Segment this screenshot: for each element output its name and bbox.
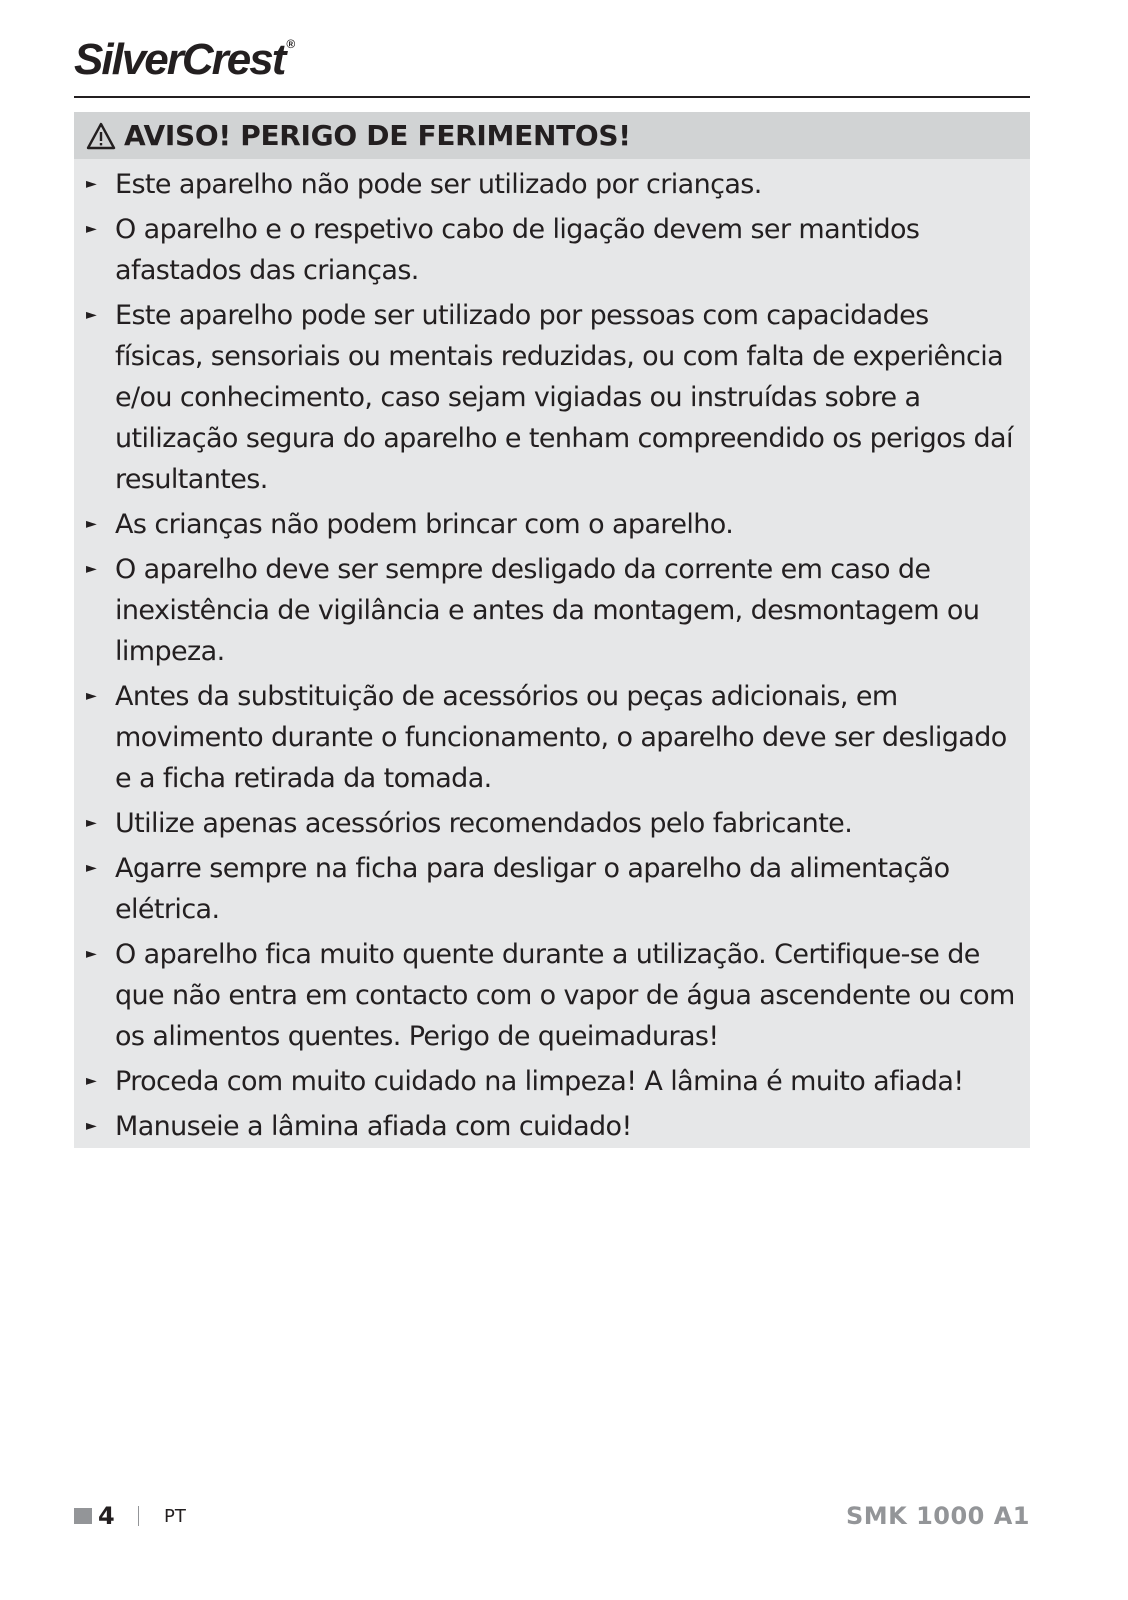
bullet-arrow-icon: ► xyxy=(86,176,97,192)
warning-item-text: Este aparelho pode ser utilizado por pessoas com capacidades físicas, sensoriais ou mentais reduzidas, ou com falta de experiência e/ou conhecimento, caso sejam vigiadas ou instruídas sobre a utilização segura do aparelho e tenham compreendido os perigos daí resultantes. xyxy=(115,300,1013,495)
bullet-arrow-icon: ► xyxy=(86,307,97,323)
warning-item xyxy=(74,1106,1020,1147)
warning-item-text: Proceda com muito cuidado na limpeza! A lâmina é muito afiada! xyxy=(115,1066,964,1097)
warning-item xyxy=(74,848,1020,930)
warning-item-text: Antes da substituição de acessórios ou peças adicionais, em movimento durante o funcionamento, o aparelho deve ser desligado e a ficha retirada da tomada. xyxy=(115,681,1007,794)
registered-mark: ® xyxy=(286,37,296,51)
warning-item xyxy=(74,803,1020,844)
warning-item xyxy=(74,504,1020,545)
warning-item xyxy=(74,164,1020,205)
warning-triangle-icon xyxy=(86,122,116,150)
warning-item-text: O aparelho e o respetivo cabo de ligação devem ser mantidos afastados das crianças. xyxy=(115,214,920,286)
bullet-arrow-icon: ► xyxy=(86,860,97,876)
warning-item-text: Utilize apenas acessórios recomendados pelo fabricante. xyxy=(115,808,853,839)
logo-text: SilverCrest xyxy=(74,35,285,84)
page-footer xyxy=(74,1500,1030,1532)
warning-item-text: O aparelho deve ser sempre desligado da corrente em caso de inexistência de vigilância e antes da montagem, desmontagem ou limpeza. xyxy=(115,554,980,667)
bullet-arrow-icon: ► xyxy=(86,688,97,704)
warning-item xyxy=(74,295,1020,500)
warning-item xyxy=(74,934,1020,1057)
warning-header xyxy=(74,112,1030,159)
warning-item-text: Manuseie a lâmina afiada com cuidado! xyxy=(115,1111,632,1142)
warning-box xyxy=(74,112,1030,1148)
warning-list xyxy=(74,159,1030,1147)
silvercrest-logo xyxy=(74,35,296,84)
bullet-arrow-icon: ► xyxy=(86,946,97,962)
warning-item-text: As crianças não podem brincar com o aparelho. xyxy=(115,509,734,540)
page-number: 4 xyxy=(98,1502,115,1530)
bullet-arrow-icon: ► xyxy=(86,516,97,532)
warning-item-text: Este aparelho não pode ser utilizado por crianças. xyxy=(115,169,762,200)
warning-item xyxy=(74,209,1020,291)
page-marker-square xyxy=(74,1508,92,1524)
bullet-arrow-icon: ► xyxy=(86,1118,97,1134)
warning-item xyxy=(74,1061,1020,1102)
warning-title: AVISO! PERIGO DE FERIMENTOS! xyxy=(124,119,631,152)
footer-divider xyxy=(138,1506,139,1526)
bullet-arrow-icon: ► xyxy=(86,815,97,831)
bullet-arrow-icon: ► xyxy=(86,221,97,237)
warning-item-text: O aparelho fica muito quente durante a utilização. Certifique-se de que não entra em contacto com o vapor de água ascendente ou com os alimentos quentes. Perigo de queimaduras! xyxy=(115,939,1015,1052)
model-number: SMK 1000 A1 xyxy=(845,1502,1030,1530)
warning-item xyxy=(74,549,1020,672)
warning-item xyxy=(74,676,1020,799)
bullet-arrow-icon: ► xyxy=(86,1073,97,1089)
language-code: PT xyxy=(164,1506,186,1527)
warning-item-text: Agarre sempre na ficha para desligar o aparelho da alimentação elétrica. xyxy=(115,853,950,925)
header-rule xyxy=(74,96,1030,98)
bullet-arrow-icon: ► xyxy=(86,561,97,577)
